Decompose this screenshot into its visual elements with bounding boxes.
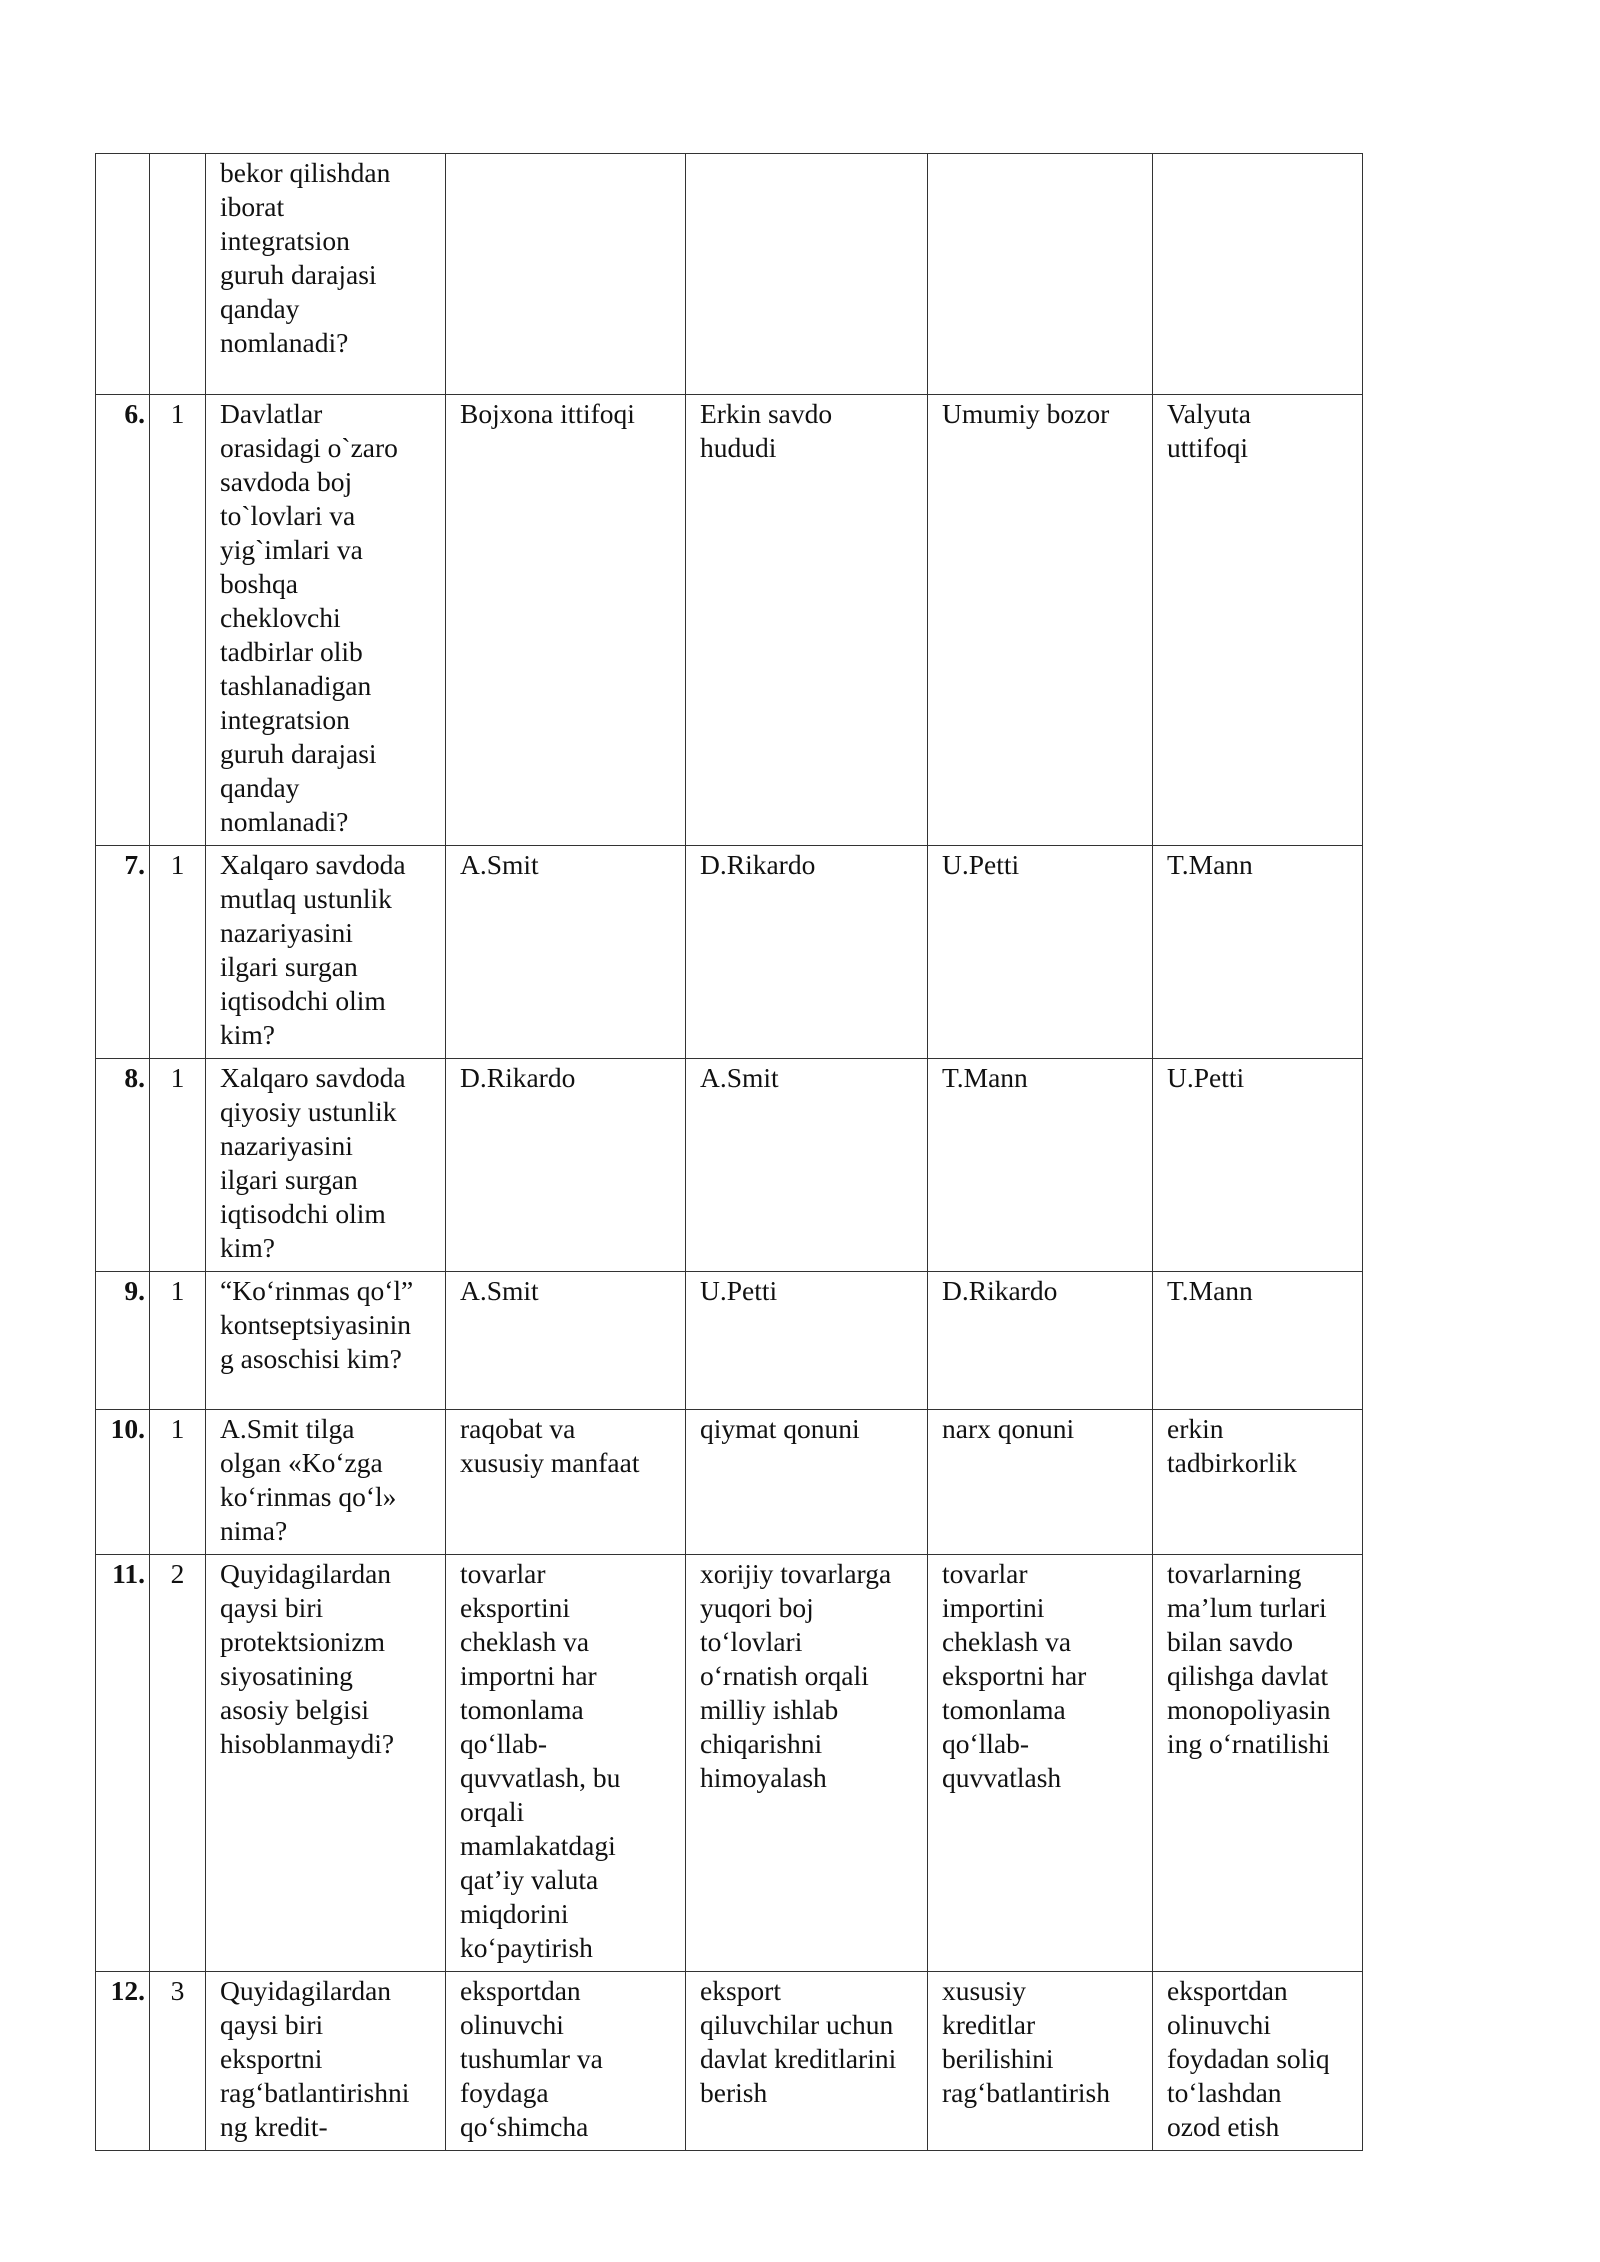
- question-text: Quyidagilardan qaysi biri eksportni rag‘batlantirishni ng kredit-: [206, 1972, 446, 2151]
- answer-option-b: A.Smit: [686, 1059, 928, 1272]
- question-text: bekor qilishdan iborat integratsion guruh darajasi qanday nomlanadi?: [206, 154, 446, 395]
- answer-option-c: [928, 154, 1153, 395]
- table-row: [96, 1272, 1363, 1410]
- question-number: 12.: [96, 1972, 150, 2151]
- answer-option-c: tovarlar importini cheklash va eksportni har tomonlama qo‘llab- quvvatlash: [928, 1555, 1153, 1972]
- answer-option-c: T.Mann: [928, 1059, 1153, 1272]
- table-row: [96, 846, 1363, 1059]
- difficulty-level: 2: [150, 1555, 206, 1972]
- answer-option-b: xorijiy tovarlarga yuqori boj to‘lovlari o‘rnatish orqali milliy ishlab chiqarishni himoyalash: [686, 1555, 928, 1972]
- question-number: 6.: [96, 395, 150, 846]
- answer-correct: Bojxona ittifoqi: [446, 395, 686, 846]
- questions-table: [95, 153, 1363, 2151]
- question-number: 7.: [96, 846, 150, 1059]
- answer-option-d: eksportdan olinuvchi foydadan soliq to‘lashdan ozod etish: [1153, 1972, 1363, 2151]
- answer-correct: A.Smit: [446, 846, 686, 1059]
- table-row: [96, 154, 1363, 395]
- question-text: Quyidagilardan qaysi biri protektsionizm siyosatining asosiy belgisi hisoblanmaydi?: [206, 1555, 446, 1972]
- answer-option-d: Valyuta uttifoqi: [1153, 395, 1363, 846]
- difficulty-level: 1: [150, 1059, 206, 1272]
- answer-option-b: [686, 154, 928, 395]
- answer-correct: A.Smit: [446, 1272, 686, 1410]
- answer-option-d: tovarlarning ma’lum turlari bilan savdo qilishga davlat monopoliyasin ing o‘rnatilishi: [1153, 1555, 1363, 1972]
- answer-option-d: erkin tadbirkorlik: [1153, 1410, 1363, 1555]
- answer-option-c: narx qonuni: [928, 1410, 1153, 1555]
- answer-option-c: U.Petti: [928, 846, 1153, 1059]
- difficulty-level: 1: [150, 846, 206, 1059]
- question-text: Xalqaro savdoda mutlaq ustunlik nazariyasini ilgari surgan iqtisodchi olim kim?: [206, 846, 446, 1059]
- table-row: [96, 1972, 1363, 2151]
- question-number: [96, 154, 150, 395]
- answer-option-c: xususiy kreditlar berilishini rag‘batlantirish: [928, 1972, 1153, 2151]
- answer-option-d: T.Mann: [1153, 1272, 1363, 1410]
- answer-correct: D.Rikardo: [446, 1059, 686, 1272]
- question-text: “Ko‘rinmas qo‘l” kontseptsiyasinin g asoschisi kim?: [206, 1272, 446, 1410]
- difficulty-level: 1: [150, 395, 206, 846]
- answer-option-d: [1153, 154, 1363, 395]
- answer-option-b: Erkin savdo hududi: [686, 395, 928, 846]
- question-number: 10.: [96, 1410, 150, 1555]
- answer-option-c: D.Rikardo: [928, 1272, 1153, 1410]
- table-row: [96, 1410, 1363, 1555]
- answer-correct: tovarlar eksportini cheklash va importni har tomonlama qo‘llab- quvvatlash, bu orqali mamlakatdagi qat’iy valuta miqdorini ko‘paytirish: [446, 1555, 686, 1972]
- answer-option-c: Umumiy bozor: [928, 395, 1153, 846]
- answer-correct: raqobat va xususiy manfaat: [446, 1410, 686, 1555]
- question-number: 9.: [96, 1272, 150, 1410]
- difficulty-level: 3: [150, 1972, 206, 2151]
- question-text: Davlatlar orasidagi o`zaro savdoda boj to`lovlari va yig`imlari va boshqa cheklovchi tadbirlar olib tashlanadigan integratsion guruh darajasi qanday nomlanadi?: [206, 395, 446, 846]
- answer-option-d: U.Petti: [1153, 1059, 1363, 1272]
- table-row: [96, 395, 1363, 846]
- difficulty-level: [150, 154, 206, 395]
- question-number: 8.: [96, 1059, 150, 1272]
- table-row: [96, 1555, 1363, 1972]
- table-row: [96, 1059, 1363, 1272]
- question-number: 11.: [96, 1555, 150, 1972]
- difficulty-level: 1: [150, 1272, 206, 1410]
- difficulty-level: 1: [150, 1410, 206, 1555]
- answer-option-b: U.Petti: [686, 1272, 928, 1410]
- answer-option-b: eksport qiluvchilar uchun davlat kreditlarini berish: [686, 1972, 928, 2151]
- answer-correct: [446, 154, 686, 395]
- question-text: A.Smit tilga olgan «Ko‘zga ko‘rinmas qo‘l» nima?: [206, 1410, 446, 1555]
- answer-correct: eksportdan olinuvchi tushumlar va foydaga qo‘shimcha: [446, 1972, 686, 2151]
- answer-option-b: qiymat qonuni: [686, 1410, 928, 1555]
- question-text: Xalqaro savdoda qiyosiy ustunlik nazariyasini ilgari surgan iqtisodchi olim kim?: [206, 1059, 446, 1272]
- answer-option-d: T.Mann: [1153, 846, 1363, 1059]
- answer-option-b: D.Rikardo: [686, 846, 928, 1059]
